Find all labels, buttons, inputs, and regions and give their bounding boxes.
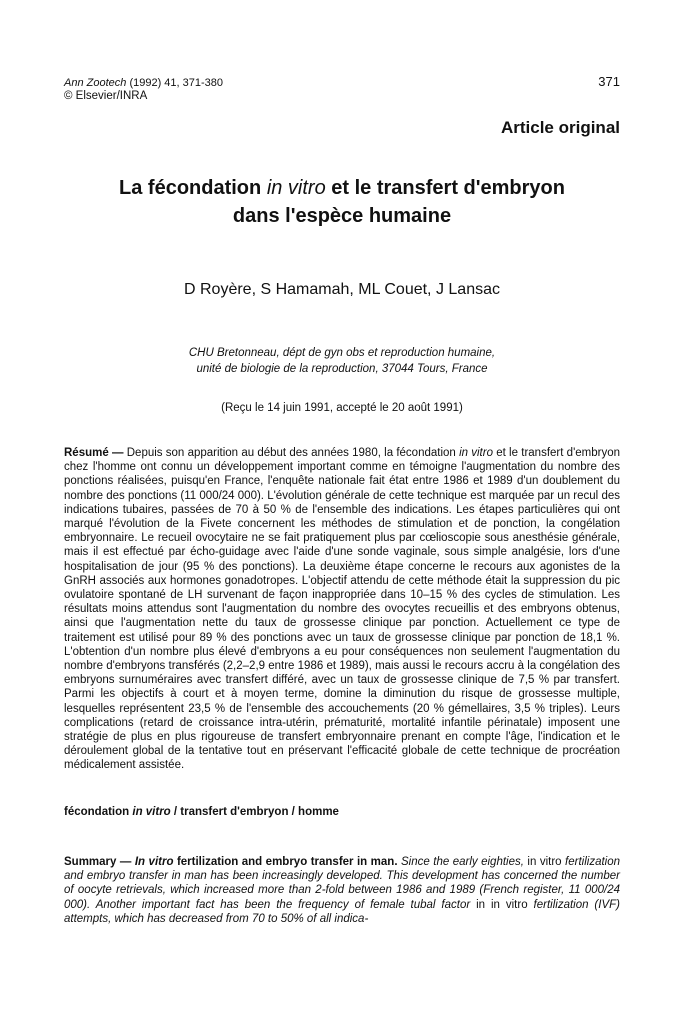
summary-title-italic: In vitro [131, 856, 174, 868]
authors: D Royère, S Hamamah, ML Couet, J Lansac [184, 281, 500, 298]
journal-reference [64, 76, 223, 90]
title-italic-part: in vitro [266, 177, 326, 199]
resume-italic: in vitro [459, 447, 493, 459]
resume-abstract [64, 446, 620, 773]
summary-sentence-5: fertilization (IVF) attempts, which has decreased from 70 to 50% of all indica- [64, 898, 620, 925]
affiliation-line-2: unité de biologie de la reproduction, 37044 Tours, France [196, 363, 488, 375]
title-part-1: La fécondation [119, 177, 267, 199]
article-type-label: Article original [500, 118, 620, 137]
title-part-3: et le transfert d'embryon [325, 177, 565, 199]
summary-title-rest: fertilization and embryo transfer in man. [173, 856, 398, 868]
keywords-italic: in vitro [132, 806, 171, 818]
summary-sentence-3: fertilization and embryo transfer in man has been increasingly developed. This development has concerned the number of oocyte retrievals, which increased more than 2-fold between 1986 and 1989 (French register, 11 000/24 000). Another important fact has been the frequency of female tubal factor [64, 856, 621, 911]
summary-sentence-4: in in vitro [470, 898, 528, 911]
resume-text-2: et le transfert d'embryon chez l'homme ont connu un développement important comme en témoigne l'augmentation du nombre des ponctions réalisées, puisqu'en France, l'enquête nationale fait état entre 1986 et 1989 d'un doublement du nombre des ponctions (11 000/24 000). L'évolution générale de cette technique est marquée par un recul des indications tubaires, passées de 70 à 50 % de l'ensemble des indications. Les étapes particulières qui ont marqué l'évolution de la Fivete concernent les méthodes de stimulation et de ponction, la congélation embryonnaire. Le recueil ovocytaire ne se fait pratiquement plus par cœlioscopie sous anesthésie générale, mais il est effectué par écho-guidage avec l'aide d'une sonde vaginale, sous simple analgésie, lors d'une hospitalisation de jour (95 % des ponctions). La deuxième étape concerne le recours aux agonistes de la GnRH associés aux hormones gonadotropes. L'objectif attendu de cette méthode était la suppression du pic ovulatoire spontané de LH survenant de façon inappropriée dans 10–15 % des cycles de stimulation. Les résultats moins attendus sont l'augmentation du nombre des ovocytes recueillis et des embryons obtenus, ainsi que l'augmentation nette du taux de grossesse clinique par ponction. Actuellement ce type de traitement est utilisé pour 89 % des ponctions avec un taux de grossesse clinique par ponction de 18,1 %. L'obtention d'un nombre plus élevé d'embryons a eu pour conséquences non seulement l'augmentation du nombre d'embryons transférés (2,2–2,9 entre 1986 et 1989), mais aussi le recours accru à la congélation des embryons surnuméraires avec transfert différé, avec un taux de grossesse clinique de 7,5 % par transfert. Parmi les objectifs à court et à moyen terme, domine la diminution du risque de grossesse multiple, lesquelles représentent 23,5 % de l'ensemble des accouchements (20 % gémellaires, 3,5 % triples). Leurs complications (retard de croissance intra-utérin, prématurité, mortalité infantile périnatale) imposent une stratégie de plus en plus rigoureuse de transfert embryonnaire prenant en compte l'âge, l'indication et le déroulement global de la tentative tout en préservant l'efficacité globale de cette technique de procréation médicalement assistée. [64, 447, 621, 772]
keywords-part-1: fécondation [64, 806, 133, 818]
copyright-notice: © Elsevier/INRA [64, 90, 148, 102]
page-number: 371 [598, 74, 620, 89]
keywords [64, 806, 620, 818]
summary-sentence-2: in vitro [523, 856, 562, 868]
title-line-2: dans l'espèce humaine [232, 205, 452, 227]
journal-name: Ann Zootech [64, 77, 127, 89]
summary-label: Summary — [64, 856, 132, 868]
affiliation-line-1: CHU Bretonneau, dépt de gyn obs et reproduction humaine, [188, 347, 496, 359]
article-title [64, 174, 620, 230]
summary-sentence-1: Since the early eighties, [397, 856, 524, 868]
resume-label: Résumé — [64, 447, 124, 459]
affiliation [64, 345, 620, 377]
resume-text-1: Depuis son apparition au début des années 1980, la fécondation [123, 447, 460, 459]
keywords-part-2: / transfert d'embryon / homme [170, 806, 339, 818]
summary-abstract [64, 855, 620, 926]
journal-volume-pages: (1992) 41, 371-380 [129, 77, 224, 89]
received-dates: (Reçu le 14 juin 1991, accepté le 20 août 1991) [221, 402, 463, 414]
